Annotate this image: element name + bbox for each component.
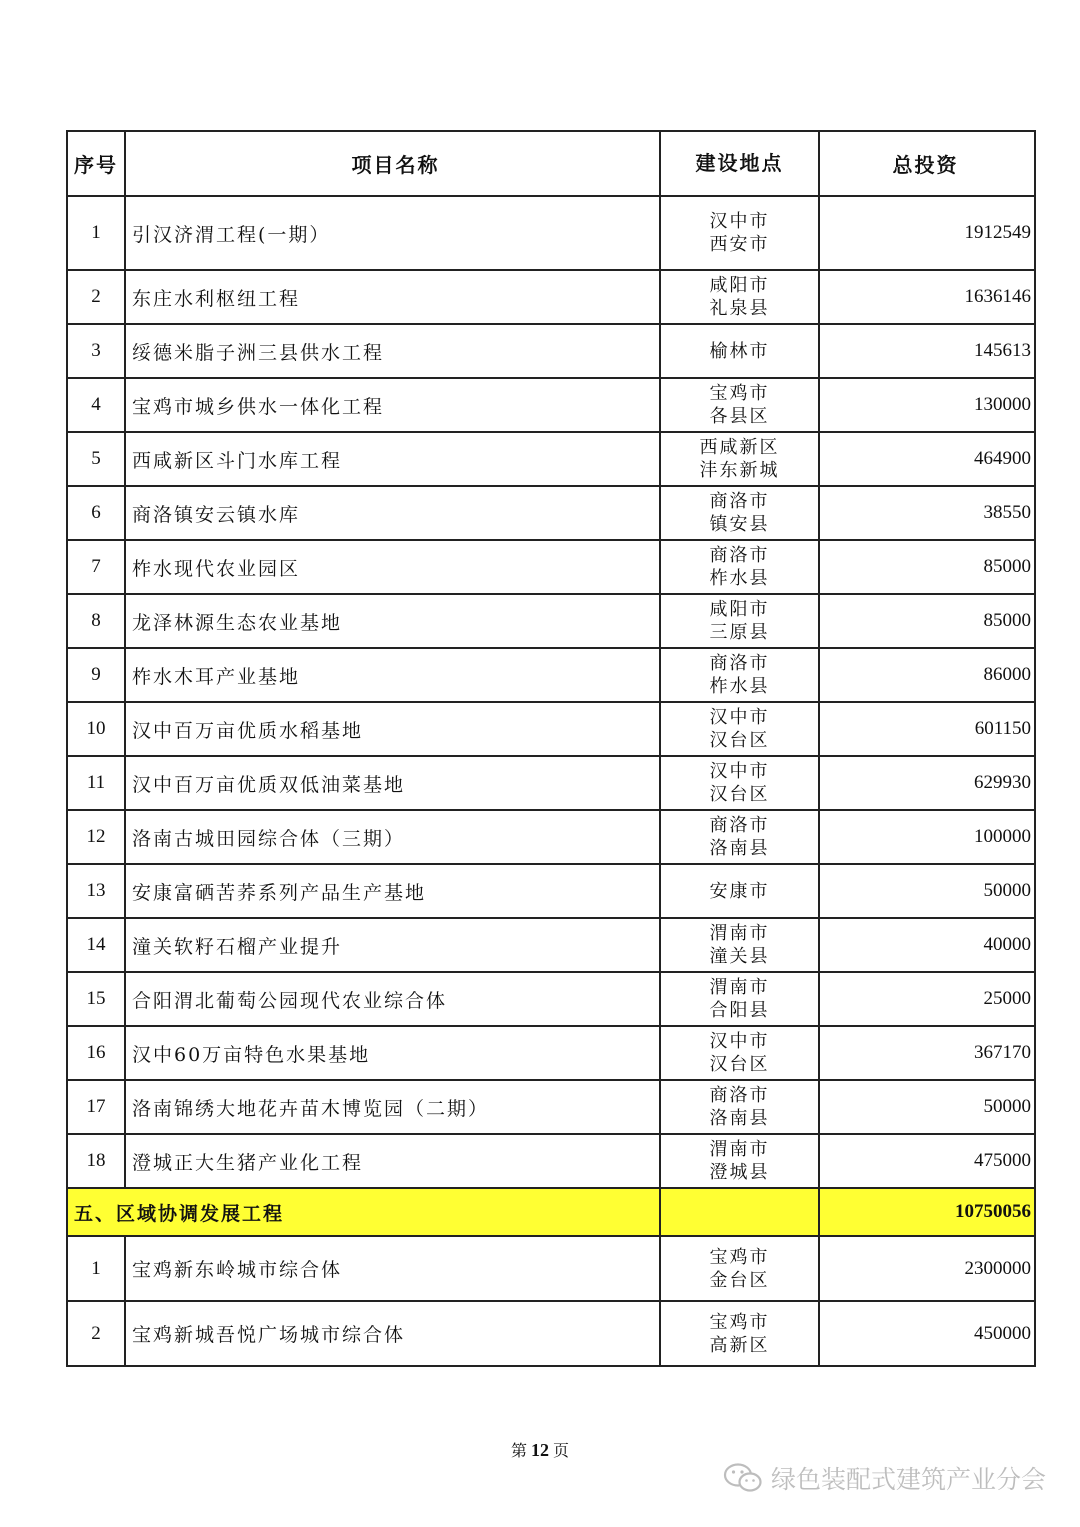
table-row — [67, 648, 1035, 702]
project-name: 柞水木耳产业基地 — [125, 648, 660, 702]
section-body — [67, 1188, 1035, 1236]
project-location — [660, 810, 819, 864]
location-line: 渭南市 — [709, 1139, 770, 1160]
table-row — [67, 486, 1035, 540]
project-name: 汉中百万亩优质水稻基地 — [125, 702, 660, 756]
project-investment: 25000 — [819, 972, 1035, 1026]
project-investment: 50000 — [819, 1080, 1035, 1134]
project-investment: 85000 — [819, 540, 1035, 594]
location-line: 汉中市 — [709, 211, 770, 232]
project-investment: 130000 — [819, 378, 1035, 432]
footer-prefix: 第 — [510, 1443, 527, 1460]
table-header-row — [67, 131, 1035, 196]
row-number: 5 — [67, 432, 125, 486]
row-number: 1 — [67, 196, 125, 270]
project-location — [660, 1301, 819, 1366]
row-number: 12 — [67, 810, 125, 864]
table-row — [67, 594, 1035, 648]
section-title: 五、区域协调发展工程 — [67, 1188, 660, 1236]
project-name: 合阳渭北葡萄公园现代农业综合体 — [125, 972, 660, 1026]
table-body — [67, 196, 1035, 1188]
project-name: 宝鸡市城乡供水一体化工程 — [125, 378, 660, 432]
row-number: 11 — [67, 756, 125, 810]
location-line: 咸阳市 — [709, 599, 770, 620]
location-line: 宝鸡市 — [709, 1311, 770, 1333]
project-location — [660, 918, 819, 972]
table-row — [67, 270, 1035, 324]
project-name: 洛南古城田园综合体（三期） — [125, 810, 660, 864]
watermark-text: 绿色装配式建筑产业分会 — [770, 1465, 1046, 1494]
location-line: 柞水县 — [709, 568, 770, 589]
section-row — [67, 1188, 1035, 1236]
row-number: 17 — [67, 1080, 125, 1134]
location-line: 西咸新区 — [699, 437, 780, 458]
project-investment: 38550 — [819, 486, 1035, 540]
location-line: 洛南县 — [709, 838, 770, 859]
table-row — [67, 432, 1035, 486]
project-location — [660, 324, 819, 378]
project-table — [66, 130, 1036, 1367]
project-location — [660, 270, 819, 324]
project-investment: 475000 — [819, 1134, 1035, 1188]
project-name: 柞水现代农业园区 — [125, 540, 660, 594]
row-number: 14 — [67, 918, 125, 972]
table-row — [67, 1026, 1035, 1080]
project-location — [660, 756, 819, 810]
table-row — [67, 1301, 1035, 1366]
location-line: 榆林市 — [709, 340, 770, 362]
location-line: 渭南市 — [709, 977, 770, 998]
location-line: 潼关县 — [709, 946, 770, 967]
row-number: 7 — [67, 540, 125, 594]
location-line: 礼泉县 — [709, 298, 770, 319]
project-location — [660, 594, 819, 648]
project-investment: 1912549 — [819, 196, 1035, 270]
project-name: 商洛镇安云镇水库 — [125, 486, 660, 540]
location-line: 高新区 — [709, 1334, 770, 1356]
project-name: 安康富硒苦荞系列产品生产基地 — [125, 864, 660, 918]
row-number: 16 — [67, 1026, 125, 1080]
project-investment: 100000 — [819, 810, 1035, 864]
project-investment: 40000 — [819, 918, 1035, 972]
project-location — [660, 864, 819, 918]
table-row — [67, 1134, 1035, 1188]
location-line: 合阳县 — [709, 1000, 770, 1021]
location-line: 金台区 — [709, 1269, 770, 1291]
project-name: 洛南锦绣大地花卉苗木博览园（二期） — [125, 1080, 660, 1134]
section-location — [660, 1188, 819, 1236]
header-investment: 总投资 — [819, 131, 1035, 196]
page-number: 12 — [531, 1440, 549, 1460]
project-investment: 367170 — [819, 1026, 1035, 1080]
project-location — [660, 972, 819, 1026]
project-name: 汉中60万亩特色水果基地 — [125, 1026, 660, 1080]
row-number: 4 — [67, 378, 125, 432]
location-line: 汉中市 — [709, 761, 770, 782]
project-location — [660, 1026, 819, 1080]
location-line: 渭南市 — [709, 923, 770, 944]
header-name: 项目名称 — [125, 131, 660, 196]
table-row — [67, 378, 1035, 432]
location-line: 三原县 — [709, 622, 770, 643]
project-name: 绥德米脂子洲三县供水工程 — [125, 324, 660, 378]
footer-suffix: 页 — [553, 1443, 570, 1460]
project-investment: 86000 — [819, 648, 1035, 702]
project-name: 东庄水利枢纽工程 — [125, 270, 660, 324]
project-name: 宝鸡新东岭城市综合体 — [125, 1236, 660, 1301]
location-line: 咸阳市 — [709, 275, 770, 296]
location-line: 商洛市 — [709, 1085, 770, 1106]
table-row — [67, 1236, 1035, 1301]
project-location — [660, 1080, 819, 1134]
table-row — [67, 1080, 1035, 1134]
row-number: 8 — [67, 594, 125, 648]
row-number: 3 — [67, 324, 125, 378]
row-number: 2 — [67, 1301, 125, 1366]
location-line: 沣东新城 — [699, 460, 780, 481]
location-line: 安康市 — [709, 880, 770, 902]
table-row — [67, 702, 1035, 756]
location-line: 宝鸡市 — [709, 383, 770, 404]
header-no: 序号 — [67, 131, 125, 196]
table-row — [67, 540, 1035, 594]
project-investment: 2300000 — [819, 1236, 1035, 1301]
table-row — [67, 810, 1035, 864]
location-line: 西安市 — [709, 234, 770, 255]
project-name: 引汉济渭工程(一期） — [125, 196, 660, 270]
row-number: 13 — [67, 864, 125, 918]
watermark — [723, 1460, 1046, 1496]
project-name: 澄城正大生猪产业化工程 — [125, 1134, 660, 1188]
project-location — [660, 1134, 819, 1188]
project-investment: 464900 — [819, 432, 1035, 486]
section-rows — [67, 1236, 1035, 1366]
wechat-icon — [723, 1462, 763, 1494]
header-location: 建设地点 — [660, 131, 819, 196]
project-name: 龙泽林源生态农业基地 — [125, 594, 660, 648]
location-line: 商洛市 — [709, 815, 770, 836]
location-line: 澄城县 — [709, 1162, 770, 1183]
project-location — [660, 540, 819, 594]
location-line: 汉台区 — [709, 784, 770, 805]
location-line: 商洛市 — [709, 545, 770, 566]
table-row — [67, 918, 1035, 972]
row-number: 10 — [67, 702, 125, 756]
table-row — [67, 196, 1035, 270]
project-location — [660, 702, 819, 756]
row-number: 15 — [67, 972, 125, 1026]
location-line: 商洛市 — [709, 491, 770, 512]
project-location — [660, 432, 819, 486]
page-footer — [0, 1438, 1080, 1461]
project-investment: 145613 — [819, 324, 1035, 378]
section-investment: 10750056 — [819, 1188, 1035, 1236]
row-number: 18 — [67, 1134, 125, 1188]
project-investment: 450000 — [819, 1301, 1035, 1366]
project-investment: 50000 — [819, 864, 1035, 918]
location-line: 商洛市 — [709, 653, 770, 674]
row-number: 9 — [67, 648, 125, 702]
project-name: 宝鸡新城吾悦广场城市综合体 — [125, 1301, 660, 1366]
location-line: 汉台区 — [709, 730, 770, 751]
location-line: 各县区 — [709, 406, 770, 427]
project-location — [660, 1236, 819, 1301]
location-line: 洛南县 — [709, 1108, 770, 1129]
project-investment: 85000 — [819, 594, 1035, 648]
project-location — [660, 486, 819, 540]
location-line: 汉中市 — [709, 1031, 770, 1052]
row-number: 1 — [67, 1236, 125, 1301]
row-number: 6 — [67, 486, 125, 540]
project-investment: 629930 — [819, 756, 1035, 810]
location-line: 汉台区 — [709, 1054, 770, 1075]
location-line: 宝鸡市 — [709, 1246, 770, 1268]
project-investment: 601150 — [819, 702, 1035, 756]
location-line: 汉中市 — [709, 707, 770, 728]
table-row — [67, 972, 1035, 1026]
project-location — [660, 196, 819, 270]
table-row — [67, 864, 1035, 918]
row-number: 2 — [67, 270, 125, 324]
project-location — [660, 378, 819, 432]
location-line: 镇安县 — [709, 514, 770, 535]
project-name: 西咸新区斗门水库工程 — [125, 432, 660, 486]
project-location — [660, 648, 819, 702]
project-name: 潼关软籽石榴产业提升 — [125, 918, 660, 972]
table-row — [67, 324, 1035, 378]
location-line: 柞水县 — [709, 676, 770, 697]
project-name: 汉中百万亩优质双低油菜基地 — [125, 756, 660, 810]
project-investment: 1636146 — [819, 270, 1035, 324]
table-row — [67, 756, 1035, 810]
